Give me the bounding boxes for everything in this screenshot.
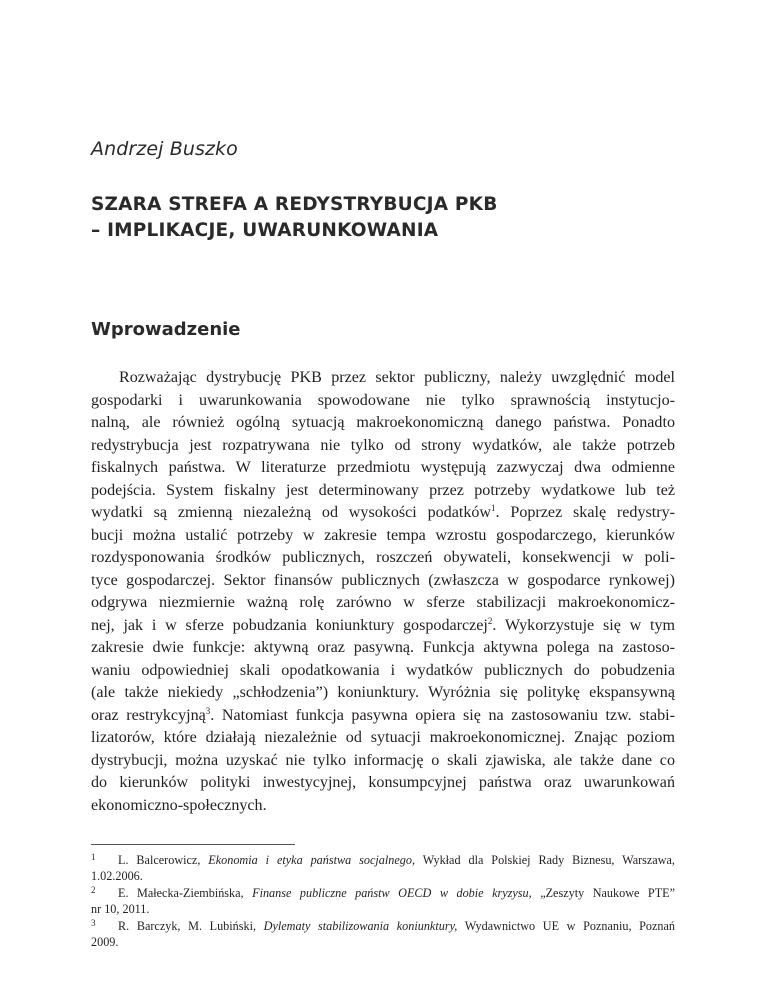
body-line: fiskalnych państwa. W literaturze przedmiotu występują zazwyczaj dwa odmienne <box>91 459 675 476</box>
body-line: rozdysponowania środków publicznych, roszczeń obywateli, konsekwencji w poli- <box>91 549 675 566</box>
body-line: zakresie dwie funkcje: aktywną oraz pasywną. Funkcja aktywna polega na zastoso- <box>91 639 675 656</box>
body-line: Rozważając dystrybucję PKB przez sektor publiczny, należy uwzględnić model <box>119 369 675 386</box>
body-line: bucji można ustalić potrzeby w zakresie tempa wzrostu gospodarczego, kierunków <box>91 526 675 544</box>
footnotes <box>91 852 675 950</box>
footnote-3-continuation: 2009. <box>91 934 119 949</box>
body-line: wydatki są zmienną niezależną od wysokości podatków$^1$. Poprzez skalę redystry- <box>91 503 675 521</box>
chapter-title-line-1: SZARA STREFA A REDYSTRYBUCJA PKB <box>91 194 498 215</box>
footnote-2: 2 E. Małecka-Ziembińska, Finanse publiczne państw OECD w dobie kryzysu, „Zeszyty Naukowe PTE” <box>91 884 675 900</box>
footnote-1-continuation: 1.02.2006. <box>91 869 143 884</box>
body-line: nej, jak i w sferze pobudzania koniunktury gospodarczej$^2$. Wykorzystuje się w tym <box>91 615 676 634</box>
body-line: do kierunków polityki inwestycyjnej, konsumpcyjnej państwa oraz uwarunkowań <box>91 774 675 791</box>
body-line: ekonomiczno-społecznych. <box>91 796 267 814</box>
body-line: dystrybucji, można uzyskać nie tylko informację o skali zjawiska, ale także dane co <box>91 751 675 769</box>
footnote-ref-2[interactable]: 2 <box>487 615 493 626</box>
body-line: waniu odpowiedniej skali opodatkowania i wydatków publicznych do pobudzenia <box>91 661 675 679</box>
body-line: redystrybucja jest rozpatrywana nie tylko od strony wydatków, ale także potrzeb <box>91 436 675 454</box>
body-line: odgrywa niezmiernie ważną rolę zarówno w sferze stabilizacji makroekonomicz- <box>91 594 675 611</box>
footnote-separator <box>91 844 295 845</box>
footnote-ref-1[interactable]: 1 <box>491 503 496 513</box>
body-line: (ale także niekiedy „schłodzenia”) koniunktury. Wyróżnia się politykę ekspansywną <box>91 684 675 701</box>
body-line: oraz restrykcyjną$^3$. Natomiast funkcja pasywna opiera się na zastosowaniu tzw. stabi- <box>91 705 675 724</box>
footnote-3: 3 R. Barczyk, M. Lubiński, Dylematy stabilizowania koniunktury, Wydawnictwo UE w Poznaniu, Poznań <box>91 917 676 933</box>
body-line: lizatorów, które działają niezależnie od sytuacji makroekonomicznej. Znając poziom <box>91 729 675 746</box>
footnote-2-continuation: nr 10, 2011. <box>91 902 150 917</box>
chapter-title-line-2: – IMPLIKACJE, UWARUNKOWANIA <box>91 220 439 241</box>
body-paragraph <box>91 367 675 817</box>
footnote-1: 1 L. Balcerowicz, Ekonomia i etyka państwa socjalnego, Wykład dla Polskiej Rady Biznesu, Warszawa, <box>91 852 675 867</box>
body-line: tyce gospodarczej. Sektor finansów publicznych (zwłaszcza w gospodarce rynkowej) <box>91 571 675 589</box>
body-line: nalną, ale również ogólną sytuacją makroekonomiczną danego państwa. Ponadto <box>91 414 675 431</box>
body-line: podejścia. System fiskalny jest determinowany przez potrzeby wydatkowe lub też <box>91 481 675 499</box>
section-heading: Wprowadzenie <box>91 319 241 340</box>
footnote-ref-3[interactable]: 3 <box>205 705 211 716</box>
body-line: gospodarki i uwarunkowania spowodowane nie tylko sprawnością instytucjo- <box>91 391 675 409</box>
author-name: Andrzej Buszko <box>91 138 238 160</box>
chapter-title <box>91 192 498 244</box>
